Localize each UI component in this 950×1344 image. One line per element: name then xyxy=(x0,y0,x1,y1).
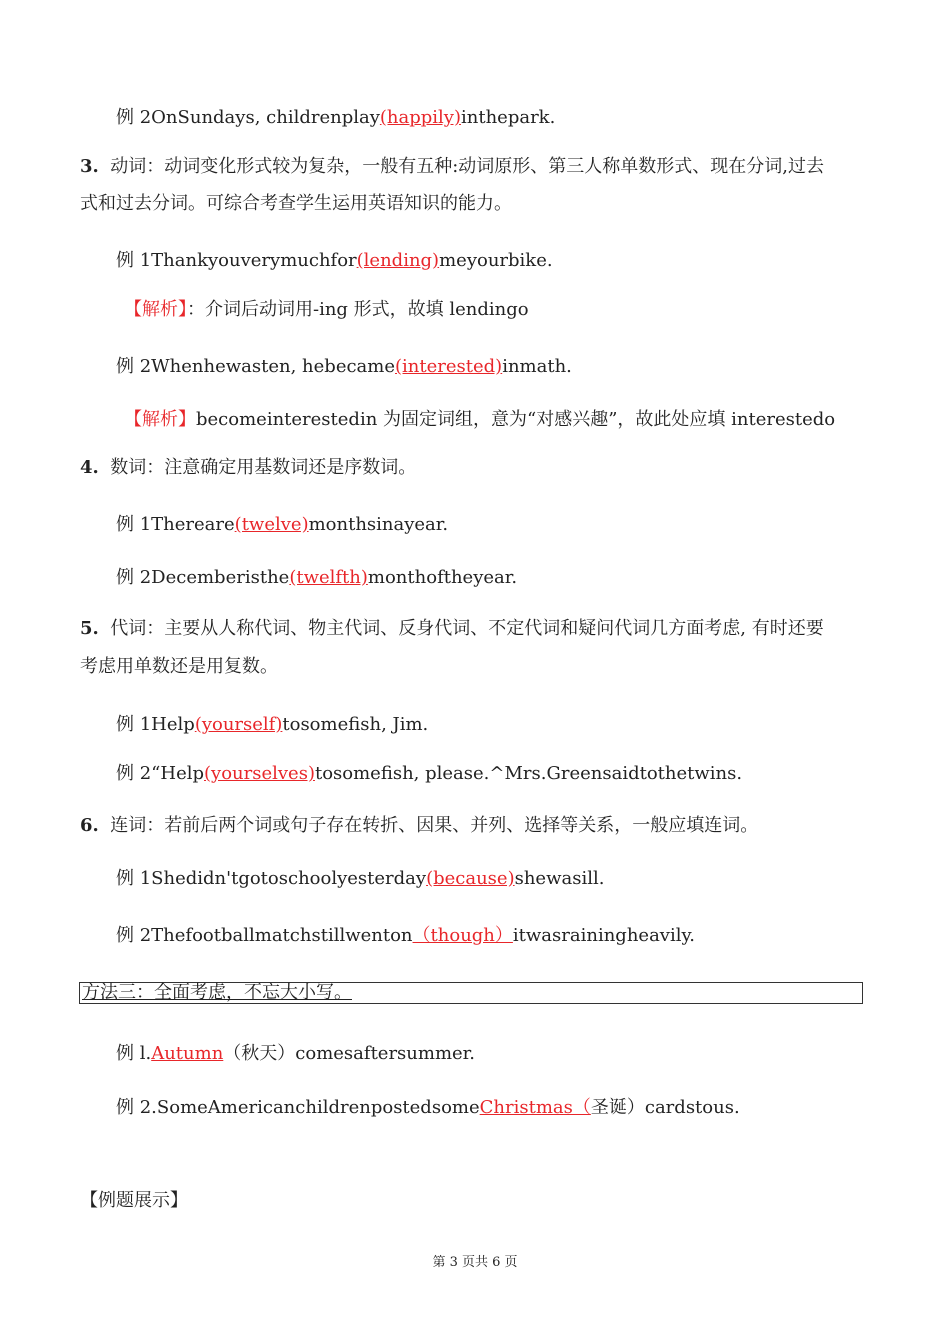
example-twelfth xyxy=(116,566,517,590)
example-yourself xyxy=(116,713,428,737)
example-text: 例 1Thereare xyxy=(116,514,235,535)
example-lending xyxy=(116,249,553,273)
section-text: 考虑用单数还是用复数。 xyxy=(80,656,278,677)
example-text: 圣诞）cardstous. xyxy=(590,1097,740,1118)
example-interested xyxy=(116,355,572,379)
method-3-box xyxy=(79,982,863,1004)
example-christmas xyxy=(116,1096,740,1120)
section-5-heading xyxy=(80,617,824,641)
example-text: 例 2.SomeAmericanchildrenpostedsome xyxy=(116,1097,480,1118)
example-text: monthsinayear. xyxy=(308,514,449,535)
example-text: tosomefish, Jim. xyxy=(282,714,429,735)
answer-blank: Christmas（ xyxy=(479,1097,591,1118)
analysis-tag: 【解析】 xyxy=(124,409,196,430)
example-text: 例 2“Help xyxy=(116,763,205,784)
section-text: 数词：注意确定用基数词还是序数词。 xyxy=(110,457,417,478)
section-number: 6. xyxy=(80,815,99,836)
example-text: itwasrainingheavily. xyxy=(512,925,695,946)
analysis-text: becomeinterestedin 为固定词组，意为“对感兴趣”，故此处应填 interestedo xyxy=(196,409,836,430)
example-yourselves xyxy=(116,762,742,786)
example-text: 例 1Help xyxy=(116,714,195,735)
section-5-continuation xyxy=(80,655,278,679)
answer-blank: (yourselves) xyxy=(204,763,315,784)
answer-blank: (because) xyxy=(426,868,515,889)
section-number: 4. xyxy=(80,457,99,478)
example-text: monthoftheyear. xyxy=(367,567,518,588)
example-text: 例 l. xyxy=(116,1043,152,1064)
answer-blank: （though） xyxy=(412,925,513,946)
example-though xyxy=(116,924,695,948)
answer-blank: (happily) xyxy=(379,107,461,128)
answer-blank: (yourself) xyxy=(194,714,283,735)
example-text: 例 2Whenhewasten, hebecame xyxy=(116,356,396,377)
example-text: inthepark. xyxy=(461,107,556,128)
example-text: 例 2Decemberisthe xyxy=(116,567,290,588)
analysis-lending xyxy=(124,298,529,322)
example-text: inmath. xyxy=(502,356,572,377)
examples-title: 【例题展示】 xyxy=(80,1190,188,1211)
analysis-interested xyxy=(124,408,835,432)
section-text: 式和过去分词。可综合考查学生运用英语知识的能力。 xyxy=(80,193,512,214)
example-text: 例 2Thefootballmatchstillwenton xyxy=(116,925,413,946)
example-text: 例 1Thankyouverymuchfor xyxy=(116,250,357,271)
example-text: 例 1Shedidn'tgotoschoolyesterday xyxy=(116,868,427,889)
answer-blank: (twelfth) xyxy=(289,567,368,588)
example-happily xyxy=(116,106,555,130)
section-3-heading xyxy=(80,155,824,179)
example-text: 例 2OnSundays, childrenplay xyxy=(116,107,380,128)
section-4-heading xyxy=(80,456,416,480)
analysis-tag: 【解析】 xyxy=(124,299,187,320)
section-text: 连词：若前后两个词或句子存在转折、因果、并列、选择等关系，一般应填连词。 xyxy=(110,815,759,836)
page-footer: 第 3 页共 6 页 xyxy=(432,1255,518,1270)
section-text: 代词：主要从人称代词、物主代词、反身代词、不定代词和疑问代词几方面考虑, 有时还要 xyxy=(110,618,824,639)
method-3-title: 方法三：全面考虑，不忘大小写。 xyxy=(82,982,352,1003)
example-because xyxy=(116,867,604,891)
section-number: 5. xyxy=(80,618,99,639)
answer-blank: (interested) xyxy=(395,356,503,377)
answer-blank: (twelve) xyxy=(234,514,309,535)
section-6-heading xyxy=(80,814,758,838)
example-twelve xyxy=(116,513,448,537)
example-autumn xyxy=(116,1042,475,1066)
examples-heading xyxy=(80,1189,188,1213)
example-text: meyourbike. xyxy=(439,250,553,271)
example-text: tosomefish, please.^Mrs.Greensaidtothetwins. xyxy=(314,763,743,784)
section-number: 3. xyxy=(80,156,99,177)
analysis-text: ：介词后动词用-ing 形式，故填 lendingo xyxy=(187,299,529,320)
answer-blank: (lending) xyxy=(356,250,440,271)
example-text: shewasill. xyxy=(514,868,605,889)
example-text: （秋天）comesaftersummer. xyxy=(223,1043,476,1064)
section-text: 动词：动词变化形式较为复杂，一般有五种:动词原形、第三人称单数形式、现在分词,过去 xyxy=(110,156,825,177)
section-3-continuation xyxy=(80,192,512,216)
answer-blank: Autumn xyxy=(151,1043,224,1064)
